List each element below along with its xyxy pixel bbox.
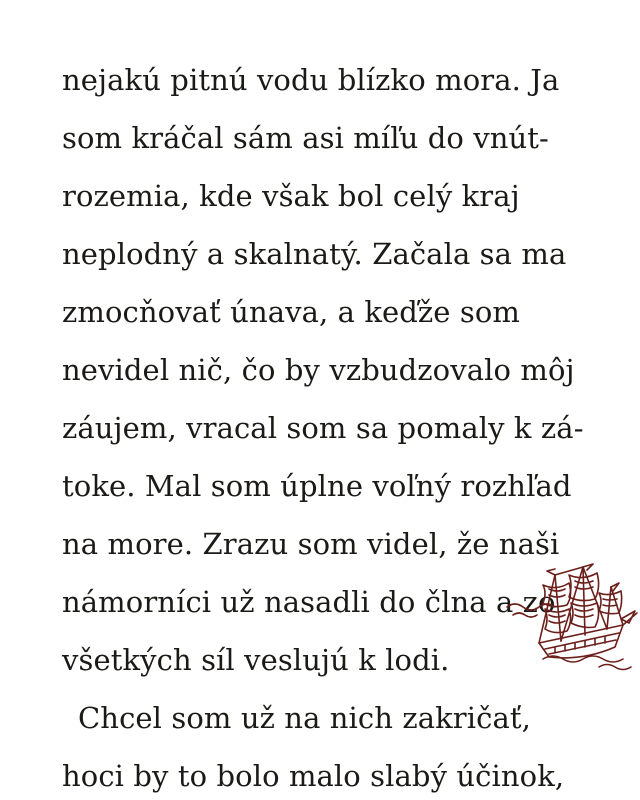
- text-line: hoci by to bolo malo slabý účinok,: [62, 759, 565, 793]
- text-line: záujem, vracal som sa pomaly k zá-: [62, 411, 584, 445]
- text-line: Chcel som už na nich zakričať,: [78, 701, 531, 735]
- text-line: neplodný a skalnatý. Začala sa ma: [62, 237, 567, 271]
- text-line: som kráčal sám asi míľu do vnút-: [62, 121, 549, 155]
- text-line: rozemia, kde však bol celý kraj: [62, 179, 520, 213]
- text-line: nevidel nič, čo by vzbudzovalo môj: [62, 353, 575, 387]
- sailing-ship-icon: [503, 563, 640, 675]
- text-line: námorníci už nasadli do člna a zo: [62, 585, 556, 619]
- text-line: zmocňovať únava, a keďže som: [62, 295, 521, 329]
- text-line: na more. Zrazu som videl, že naši: [62, 527, 560, 561]
- text-line: všetkých síl veslujú k lodi.: [62, 643, 450, 677]
- text-line: toke. Mal som úplne voľný rozhľad: [62, 469, 572, 503]
- text-line: nejakú pitnú vodu blízko mora. Ja: [62, 63, 560, 97]
